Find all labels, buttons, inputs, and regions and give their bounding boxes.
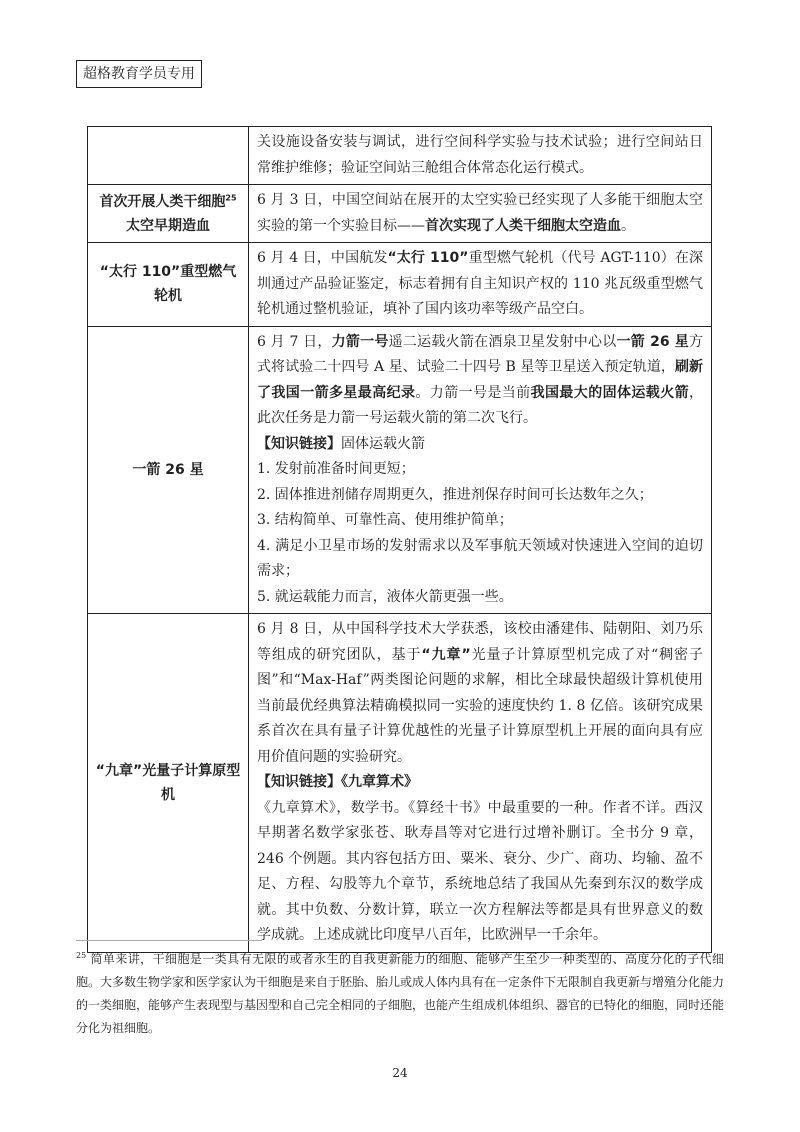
page-number: 24 — [392, 1066, 408, 1080]
paragraph — [257, 585, 703, 611]
row-content — [249, 185, 712, 243]
paragraph — [257, 330, 703, 432]
events-table — [87, 126, 712, 953]
footnote-text: 简单来讲，干细胞是一类具有无限的或者永生的自我更新能力的细胞、能够产生至少一种类型的、高度分化的子代细胞。大多数生物学家和医学家认为干细胞是来自于胚胎、胎儿或成人体内具有在一定条件下无限制自我更新与增殖分化能力的一类细胞，能够产生表现型与基因型和自己完全相同的子细胞，也能产生组成机体组织、器官的已特化的细胞，同时还能分化为祖细胞。 — [76, 952, 725, 1035]
row-topic — [88, 185, 249, 243]
bold-text: 力箭一号 — [331, 333, 389, 350]
text: 固体运载火箭 — [341, 435, 425, 452]
text: 《九章算术》，数学书。《算经十书》中最重要的一种。作者不详。西汉早期著名数学家张苍、耿寿昌等对它进行过增补删订。全书分 9 章，246 个例题。其内容包括方田、粟米、衰分、少广、商功、均输、盈不足、方程、勾股等九个章节，系统地总结了我国从先秦到东汉的数学成就。其中负数、分数计算，联立一次方程解法等都是具有世界意义的数学成就。上述成就比印度早八百年，比欧洲早一千余年。 — [257, 799, 703, 943]
bold-text: 首次实现了人类干细胞太空造血 — [425, 217, 621, 234]
text: 6 月 4 日，中国航发 — [257, 250, 388, 266]
text: 6 月 3 日，中国空间站在展开的太空实验已经实现了人多能干细胞太空实验的第一个实验目标—— — [257, 192, 703, 234]
text: 方式将试验二十四号 A 星、试验二十四号 B 星等卫星送入预定轨道， — [257, 333, 704, 375]
bold-text: 我国最大的固体运载火箭 — [530, 384, 690, 401]
row-content — [249, 127, 712, 185]
text: 遥二运载火箭在酒泉卫星发射中心以 — [388, 333, 617, 350]
paragraph — [257, 508, 703, 534]
footnote — [76, 948, 724, 1040]
text: 重型燃气轮机（代号 AGT-110）在深圳通过产品验证鉴定，标志着拥有自主知识产权的 110 兆瓦级重型燃气轮机通过整机验证，填补了国内该功率等级产品空白。 — [257, 250, 703, 317]
paragraph — [257, 188, 703, 239]
text: 6 月 8 日，从中国科学技术大学获悉，该校由潘建伟、陆朝阳、刘乃乐等组成的研究团队，基于 — [257, 621, 703, 663]
row-content — [249, 614, 712, 953]
bold-text: “太行 110” — [387, 250, 469, 266]
table-row — [88, 614, 712, 953]
row-topic-text: 首次开展人类干细胞 — [99, 193, 226, 210]
paragraph — [257, 534, 703, 585]
bold-text: 刷新了我国一箭多星最高纪录 — [257, 359, 704, 401]
table-row — [88, 185, 712, 243]
text: 4. 满足小卫星市场的发射需求以及军事航天领域对快速进入空间的迫切需求； — [257, 537, 703, 579]
table-row — [88, 326, 712, 614]
footnote-marker: 25 — [76, 951, 87, 960]
bold-text: 【知识链接】《九章算术》 — [257, 774, 418, 790]
footnote-divider — [76, 940, 262, 941]
text: ，此次任务是力箭一号运载火箭的第二次飞行。 — [257, 384, 704, 426]
footnote-ref: 25 — [225, 192, 237, 202]
row-topic-text: 太空早期造血 — [126, 217, 210, 234]
paragraph — [257, 617, 703, 770]
row-content — [249, 243, 712, 327]
table-row — [88, 127, 712, 185]
text: 。 — [621, 217, 635, 234]
text: 关设施设备安装与调试，进行空间科学实验与技术试验；进行空间站日常维护维修；验证空间站三舱组合体常态化运行模式。 — [257, 134, 703, 176]
bold-text: 一箭 26 星 — [616, 333, 690, 350]
paragraph — [257, 483, 703, 509]
bold-text: 【知识链接】 — [257, 435, 341, 452]
paragraph — [257, 432, 703, 458]
paragraph — [257, 246, 703, 323]
paragraph — [257, 130, 703, 181]
row-topic-text: “太行 110”重型燃气轮机 — [99, 264, 237, 305]
paragraph — [257, 457, 703, 483]
bold-text: “九章” — [421, 646, 471, 663]
row-topic-text: “九章”光量子计算原型机 — [95, 762, 241, 803]
text: 6 月 7 日， — [257, 333, 332, 350]
row-topic — [88, 243, 249, 327]
text: 。力箭一号是当前 — [415, 384, 531, 401]
row-topic — [88, 326, 249, 614]
paragraph — [257, 770, 703, 796]
table-row — [88, 243, 712, 327]
text: 5. 就运载能力而言，液体火箭更强一些。 — [257, 588, 513, 605]
row-content — [249, 326, 712, 614]
text: 2. 固体推进剂储存周期更久，推进剂保存时间可长达数年之久； — [257, 486, 653, 503]
row-topic — [88, 614, 249, 953]
text: 3. 结构简单、可靠性高、使用维护简单； — [257, 512, 513, 528]
row-topic-text: 一箭 26 星 — [132, 461, 204, 478]
text: 1. 发射前准备时间更短； — [257, 461, 415, 477]
row-topic — [88, 127, 249, 185]
text: 光量子计算原型机完成了对“稠密子图”和“Max-Haf”两类图论问题的求解，相比全球最快超级计算机使用当前最优经典算法精确模拟同一实验的速度快约 1. 8 亿倍。该研究成果系首次在具有量子计算优越性的光量子计算原型机上开展的面向具有应用价值问题的实验研究。 — [257, 646, 703, 765]
paragraph — [257, 796, 703, 949]
header-label: 超格教育学员专用 — [76, 60, 202, 88]
